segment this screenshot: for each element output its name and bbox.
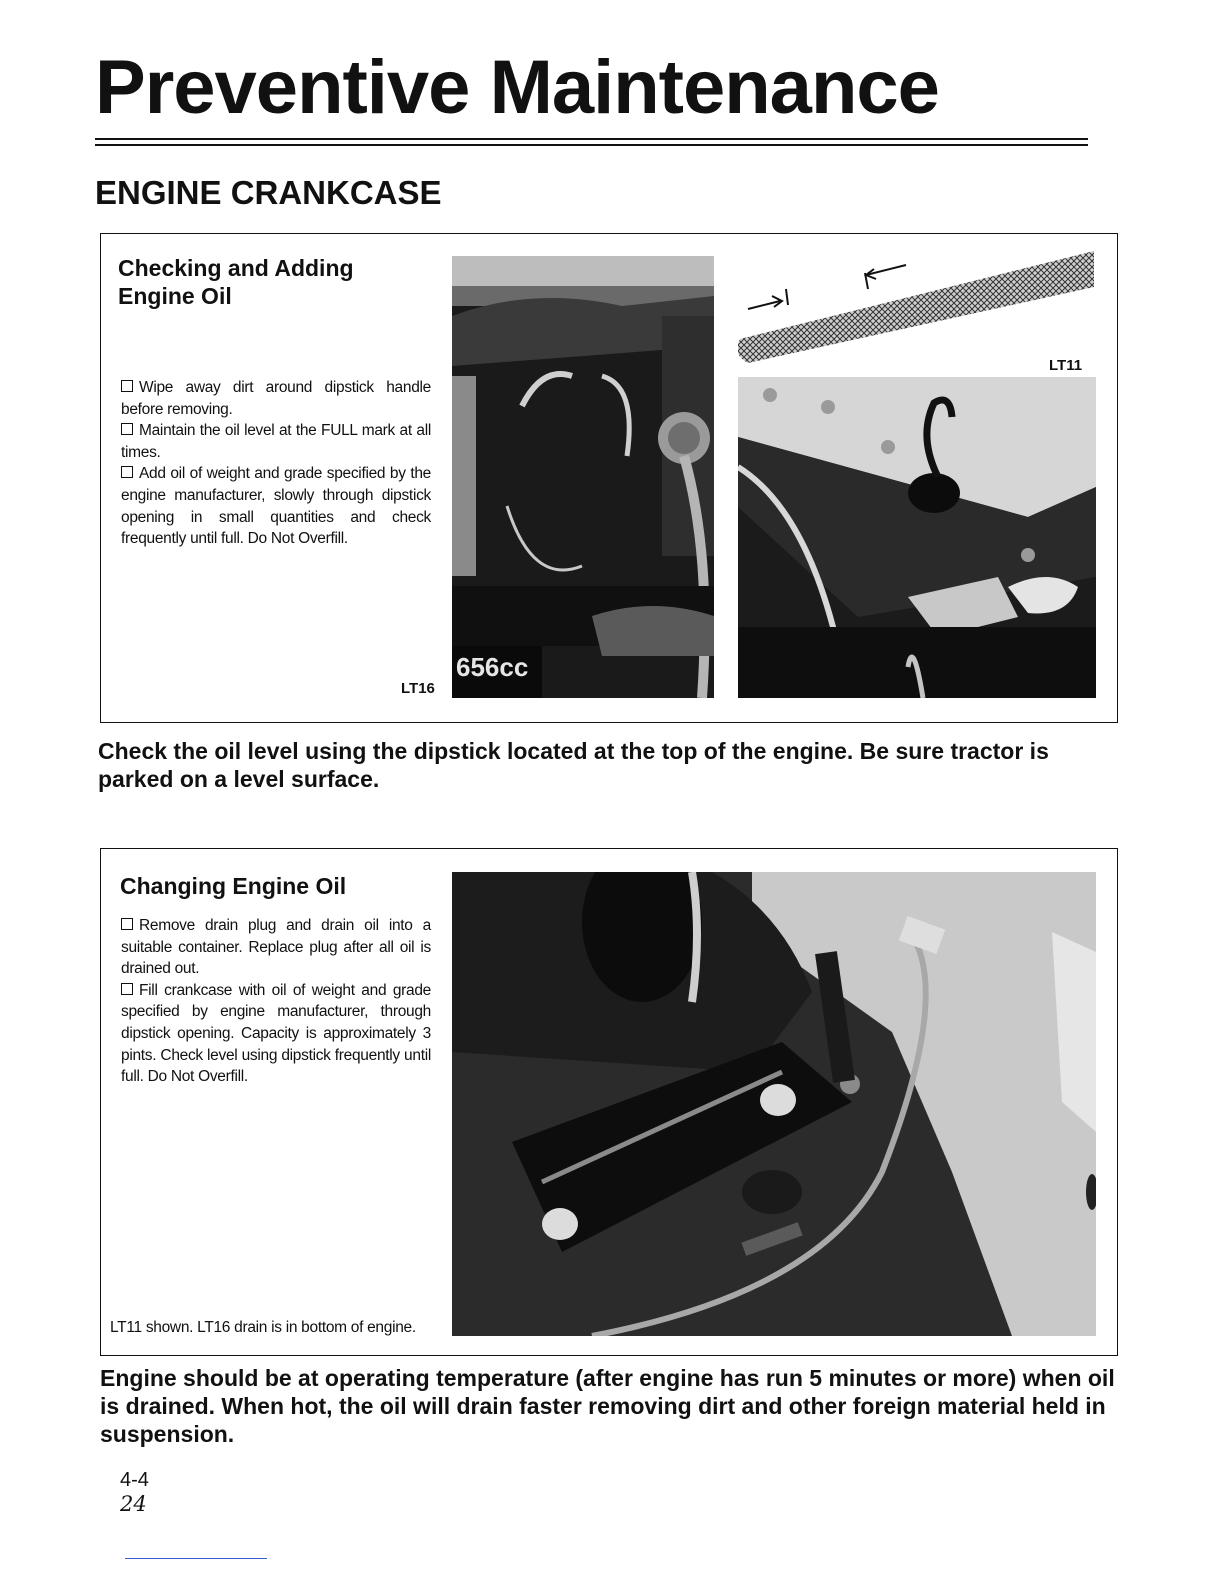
checkbox-square-icon — [121, 380, 133, 392]
instruction-item — [121, 980, 431, 1088]
title-rule-bottom — [95, 144, 1088, 146]
instruction-item — [121, 420, 431, 463]
instruction-text: Wipe away dirt around dipstick handle before removing. — [121, 379, 431, 418]
drain-photo-caption: LT11 shown. LT16 drain is in bottom of engine. — [110, 1319, 416, 1336]
checking-oil-title-line1: Checking and Adding — [118, 255, 354, 281]
changing-oil-note: Engine should be at operating temperature (after engine has run 5 minutes or more) when oil is drained. When hot, the oil will drain faster removing dirt and other foreign material held in suspension. — [100, 1365, 1115, 1447]
engine-decal-text: 656cc — [456, 652, 529, 682]
dipstick-closeup-figure — [738, 243, 1096, 365]
checkbox-square-icon — [121, 983, 133, 995]
lt16-label: LT16 — [401, 680, 435, 697]
changing-oil-title: Changing Engine Oil — [120, 873, 347, 899]
checkbox-square-icon — [121, 918, 133, 930]
footer-line — [125, 1558, 267, 1559]
instruction-text: Remove drain plug and drain oil into a suitable container. Replace plug after all oil is drained out. — [121, 917, 431, 978]
dipstick-closeup-drawing — [738, 243, 1096, 365]
page-number: 4-4 — [120, 1469, 149, 1491]
instruction-item — [121, 915, 431, 980]
engine-dipstick-photo-lt16 — [452, 256, 714, 698]
checkbox-square-icon — [121, 466, 133, 478]
instruction-text: Maintain the oil level at the FULL mark at all times. — [121, 422, 431, 461]
changing-oil-instructions — [121, 915, 431, 1088]
handwritten-page-number: 24 — [120, 1492, 147, 1516]
section-title: ENGINE CRANKCASE — [95, 174, 442, 211]
instruction-text: Fill crankcase with oil of weight and grade specified by engine manufacturer, through dipstick opening. Capacity is approximately 3 pints. Check level using dipstick frequently until full. Do Not Overfill. — [121, 981, 431, 1086]
checking-oil-instructions — [121, 377, 431, 550]
drain-plug-photo — [452, 872, 1096, 1336]
lt11-label: LT11 — [1049, 357, 1083, 374]
instruction-item — [121, 377, 431, 420]
checking-oil-title-line2: Engine Oil — [118, 283, 232, 309]
checkbox-square-icon — [121, 423, 133, 435]
instruction-text: Add oil of weight and grade specified by the engine manufacturer, slowly through dipstick opening in small quantities and check frequently until full. Do Not Overfill. — [121, 465, 431, 548]
checking-oil-note: Check the oil level using the dipstick located at the top of the engine. Be sure tractor is parked on a level surface. — [98, 738, 1049, 792]
title-rule-top — [95, 138, 1088, 140]
page-title: Preventive Maintenance — [95, 45, 939, 130]
engine-dipstick-photo-lt11-drawing — [738, 377, 1096, 698]
instruction-item — [121, 463, 431, 549]
engine-dipstick-photo-lt11 — [738, 377, 1096, 698]
drain-plug-photo-drawing — [452, 872, 1096, 1336]
engine-dipstick-photo-drawing — [452, 256, 714, 698]
checking-oil-title — [118, 254, 438, 310]
